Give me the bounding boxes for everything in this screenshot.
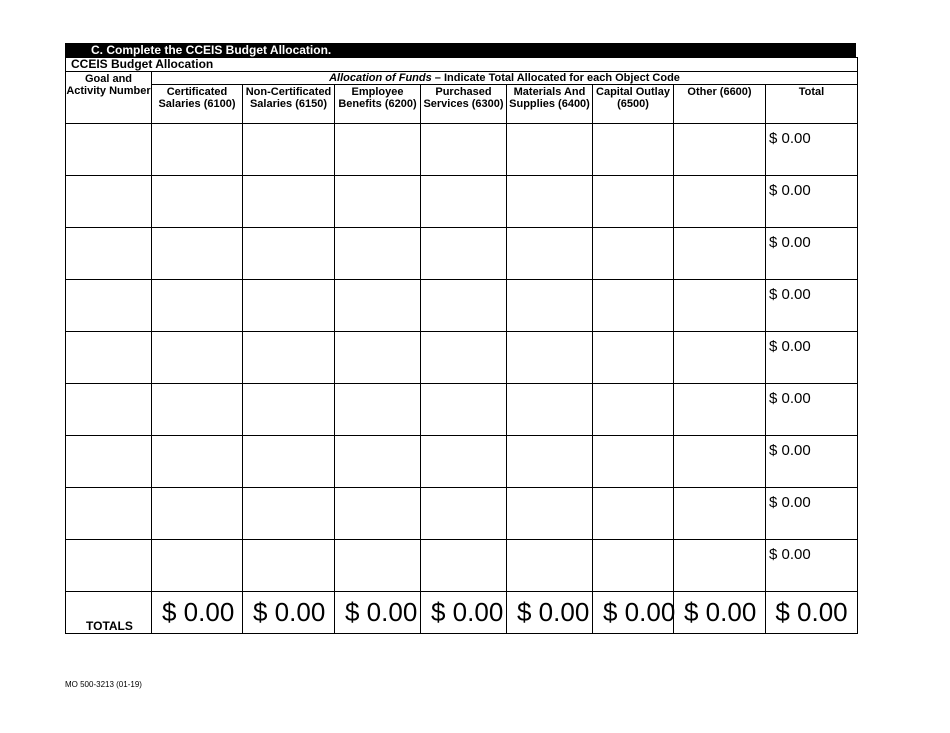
table-row <box>66 280 858 332</box>
amount-input[interactable] <box>421 124 507 176</box>
amount-input[interactable] <box>507 228 593 280</box>
table-row <box>66 124 858 176</box>
amount-input[interactable] <box>335 124 421 176</box>
amount-input[interactable] <box>507 280 593 332</box>
amount-input[interactable] <box>335 488 421 540</box>
amount-input[interactable] <box>421 540 507 592</box>
row-total: $ 0.00 <box>766 436 858 488</box>
row-total: $ 0.00 <box>766 280 858 332</box>
amount-input[interactable] <box>335 384 421 436</box>
amount-input[interactable] <box>243 176 335 228</box>
table-row <box>66 384 858 436</box>
goal-activity-input[interactable] <box>66 488 152 540</box>
goal-activity-input[interactable] <box>66 332 152 384</box>
amount-input[interactable] <box>593 332 674 384</box>
allocation-header <box>152 72 858 85</box>
column-header: Materials And Supplies (6400) <box>507 85 593 124</box>
amount-input[interactable] <box>421 176 507 228</box>
amount-input[interactable] <box>593 540 674 592</box>
amount-input[interactable] <box>152 124 243 176</box>
amount-input[interactable] <box>243 384 335 436</box>
amount-input[interactable] <box>243 488 335 540</box>
amount-input[interactable] <box>593 228 674 280</box>
allocation-prefix: Allocation of Funds <box>329 72 432 84</box>
amount-input[interactable] <box>674 384 766 436</box>
amount-input[interactable] <box>507 488 593 540</box>
amount-input[interactable] <box>507 332 593 384</box>
goal-activity-input[interactable] <box>66 176 152 228</box>
amount-input[interactable] <box>152 176 243 228</box>
amount-input[interactable] <box>507 176 593 228</box>
column-total: $ 0.00 <box>152 592 243 634</box>
amount-input[interactable] <box>674 124 766 176</box>
amount-input[interactable] <box>674 332 766 384</box>
totals-label: TOTALS <box>66 592 152 634</box>
amount-input[interactable] <box>152 436 243 488</box>
amount-input[interactable] <box>335 280 421 332</box>
amount-input[interactable] <box>674 228 766 280</box>
amount-input[interactable] <box>674 488 766 540</box>
amount-input[interactable] <box>243 540 335 592</box>
column-total: $ 0.00 <box>421 592 507 634</box>
row-total: $ 0.00 <box>766 228 858 280</box>
amount-input[interactable] <box>335 540 421 592</box>
table-title: CCEIS Budget Allocation <box>66 58 858 72</box>
totals-row <box>66 592 858 634</box>
table-row <box>66 332 858 384</box>
section-title: C. Complete the CCEIS Budget Allocation. <box>91 43 332 57</box>
amount-input[interactable] <box>152 384 243 436</box>
amount-input[interactable] <box>507 540 593 592</box>
table-row <box>66 176 858 228</box>
table-row <box>66 488 858 540</box>
row-total: $ 0.00 <box>766 540 858 592</box>
amount-input[interactable] <box>674 176 766 228</box>
row-total: $ 0.00 <box>766 176 858 228</box>
column-total: $ 0.00 <box>766 592 858 634</box>
amount-input[interactable] <box>335 436 421 488</box>
column-header: Other (6600) <box>674 85 766 124</box>
amount-input[interactable] <box>152 332 243 384</box>
table-row <box>66 540 858 592</box>
column-total: $ 0.00 <box>243 592 335 634</box>
row-total: $ 0.00 <box>766 488 858 540</box>
amount-input[interactable] <box>152 228 243 280</box>
amount-input[interactable] <box>507 436 593 488</box>
amount-input[interactable] <box>243 124 335 176</box>
amount-input[interactable] <box>674 280 766 332</box>
amount-input[interactable] <box>421 436 507 488</box>
amount-input[interactable] <box>593 488 674 540</box>
budget-table <box>65 57 858 634</box>
table-row <box>66 436 858 488</box>
amount-input[interactable] <box>243 332 335 384</box>
amount-input[interactable] <box>593 280 674 332</box>
column-header: Certificated Salaries (6100) <box>152 85 243 124</box>
goal-activity-input[interactable] <box>66 228 152 280</box>
amount-input[interactable] <box>593 124 674 176</box>
amount-input[interactable] <box>421 228 507 280</box>
amount-input[interactable] <box>152 280 243 332</box>
form-number: MO 500-3213 (01-19) <box>65 680 142 689</box>
goal-activity-input[interactable] <box>66 280 152 332</box>
goal-activity-header: Goal and Activity Number <box>66 72 152 124</box>
amount-input[interactable] <box>421 280 507 332</box>
column-total: $ 0.00 <box>674 592 766 634</box>
column-header: Total <box>766 85 858 124</box>
amount-input[interactable] <box>152 540 243 592</box>
budget-sheet <box>65 57 857 634</box>
amount-input[interactable] <box>421 488 507 540</box>
amount-input[interactable] <box>152 488 243 540</box>
column-total: $ 0.00 <box>335 592 421 634</box>
amount-input[interactable] <box>593 176 674 228</box>
row-total: $ 0.00 <box>766 332 858 384</box>
goal-activity-input[interactable] <box>66 384 152 436</box>
column-header: Employee Benefits (6200) <box>335 85 421 124</box>
amount-input[interactable] <box>674 540 766 592</box>
column-total: $ 0.00 <box>507 592 593 634</box>
column-header: Non-Certificated Salaries (6150) <box>243 85 335 124</box>
goal-activity-input[interactable] <box>66 540 152 592</box>
amount-input[interactable] <box>507 384 593 436</box>
amount-input[interactable] <box>335 228 421 280</box>
amount-input[interactable] <box>335 332 421 384</box>
amount-input[interactable] <box>243 436 335 488</box>
table-row <box>66 228 858 280</box>
row-total: $ 0.00 <box>766 124 858 176</box>
amount-input[interactable] <box>243 228 335 280</box>
row-total: $ 0.00 <box>766 384 858 436</box>
amount-input[interactable] <box>593 436 674 488</box>
column-header: Purchased Services (6300) <box>421 85 507 124</box>
column-header: Capital Outlay (6500) <box>593 85 674 124</box>
allocation-suffix: – Indicate Total Allocated for each Object Code <box>431 72 680 84</box>
goal-activity-input[interactable] <box>66 436 152 488</box>
amount-input[interactable] <box>674 436 766 488</box>
amount-input[interactable] <box>243 280 335 332</box>
column-total: $ 0.00 <box>593 592 674 634</box>
amount-input[interactable] <box>335 176 421 228</box>
amount-input[interactable] <box>507 124 593 176</box>
goal-activity-input[interactable] <box>66 124 152 176</box>
section-header <box>65 43 856 57</box>
amount-input[interactable] <box>421 384 507 436</box>
amount-input[interactable] <box>421 332 507 384</box>
amount-input[interactable] <box>593 384 674 436</box>
